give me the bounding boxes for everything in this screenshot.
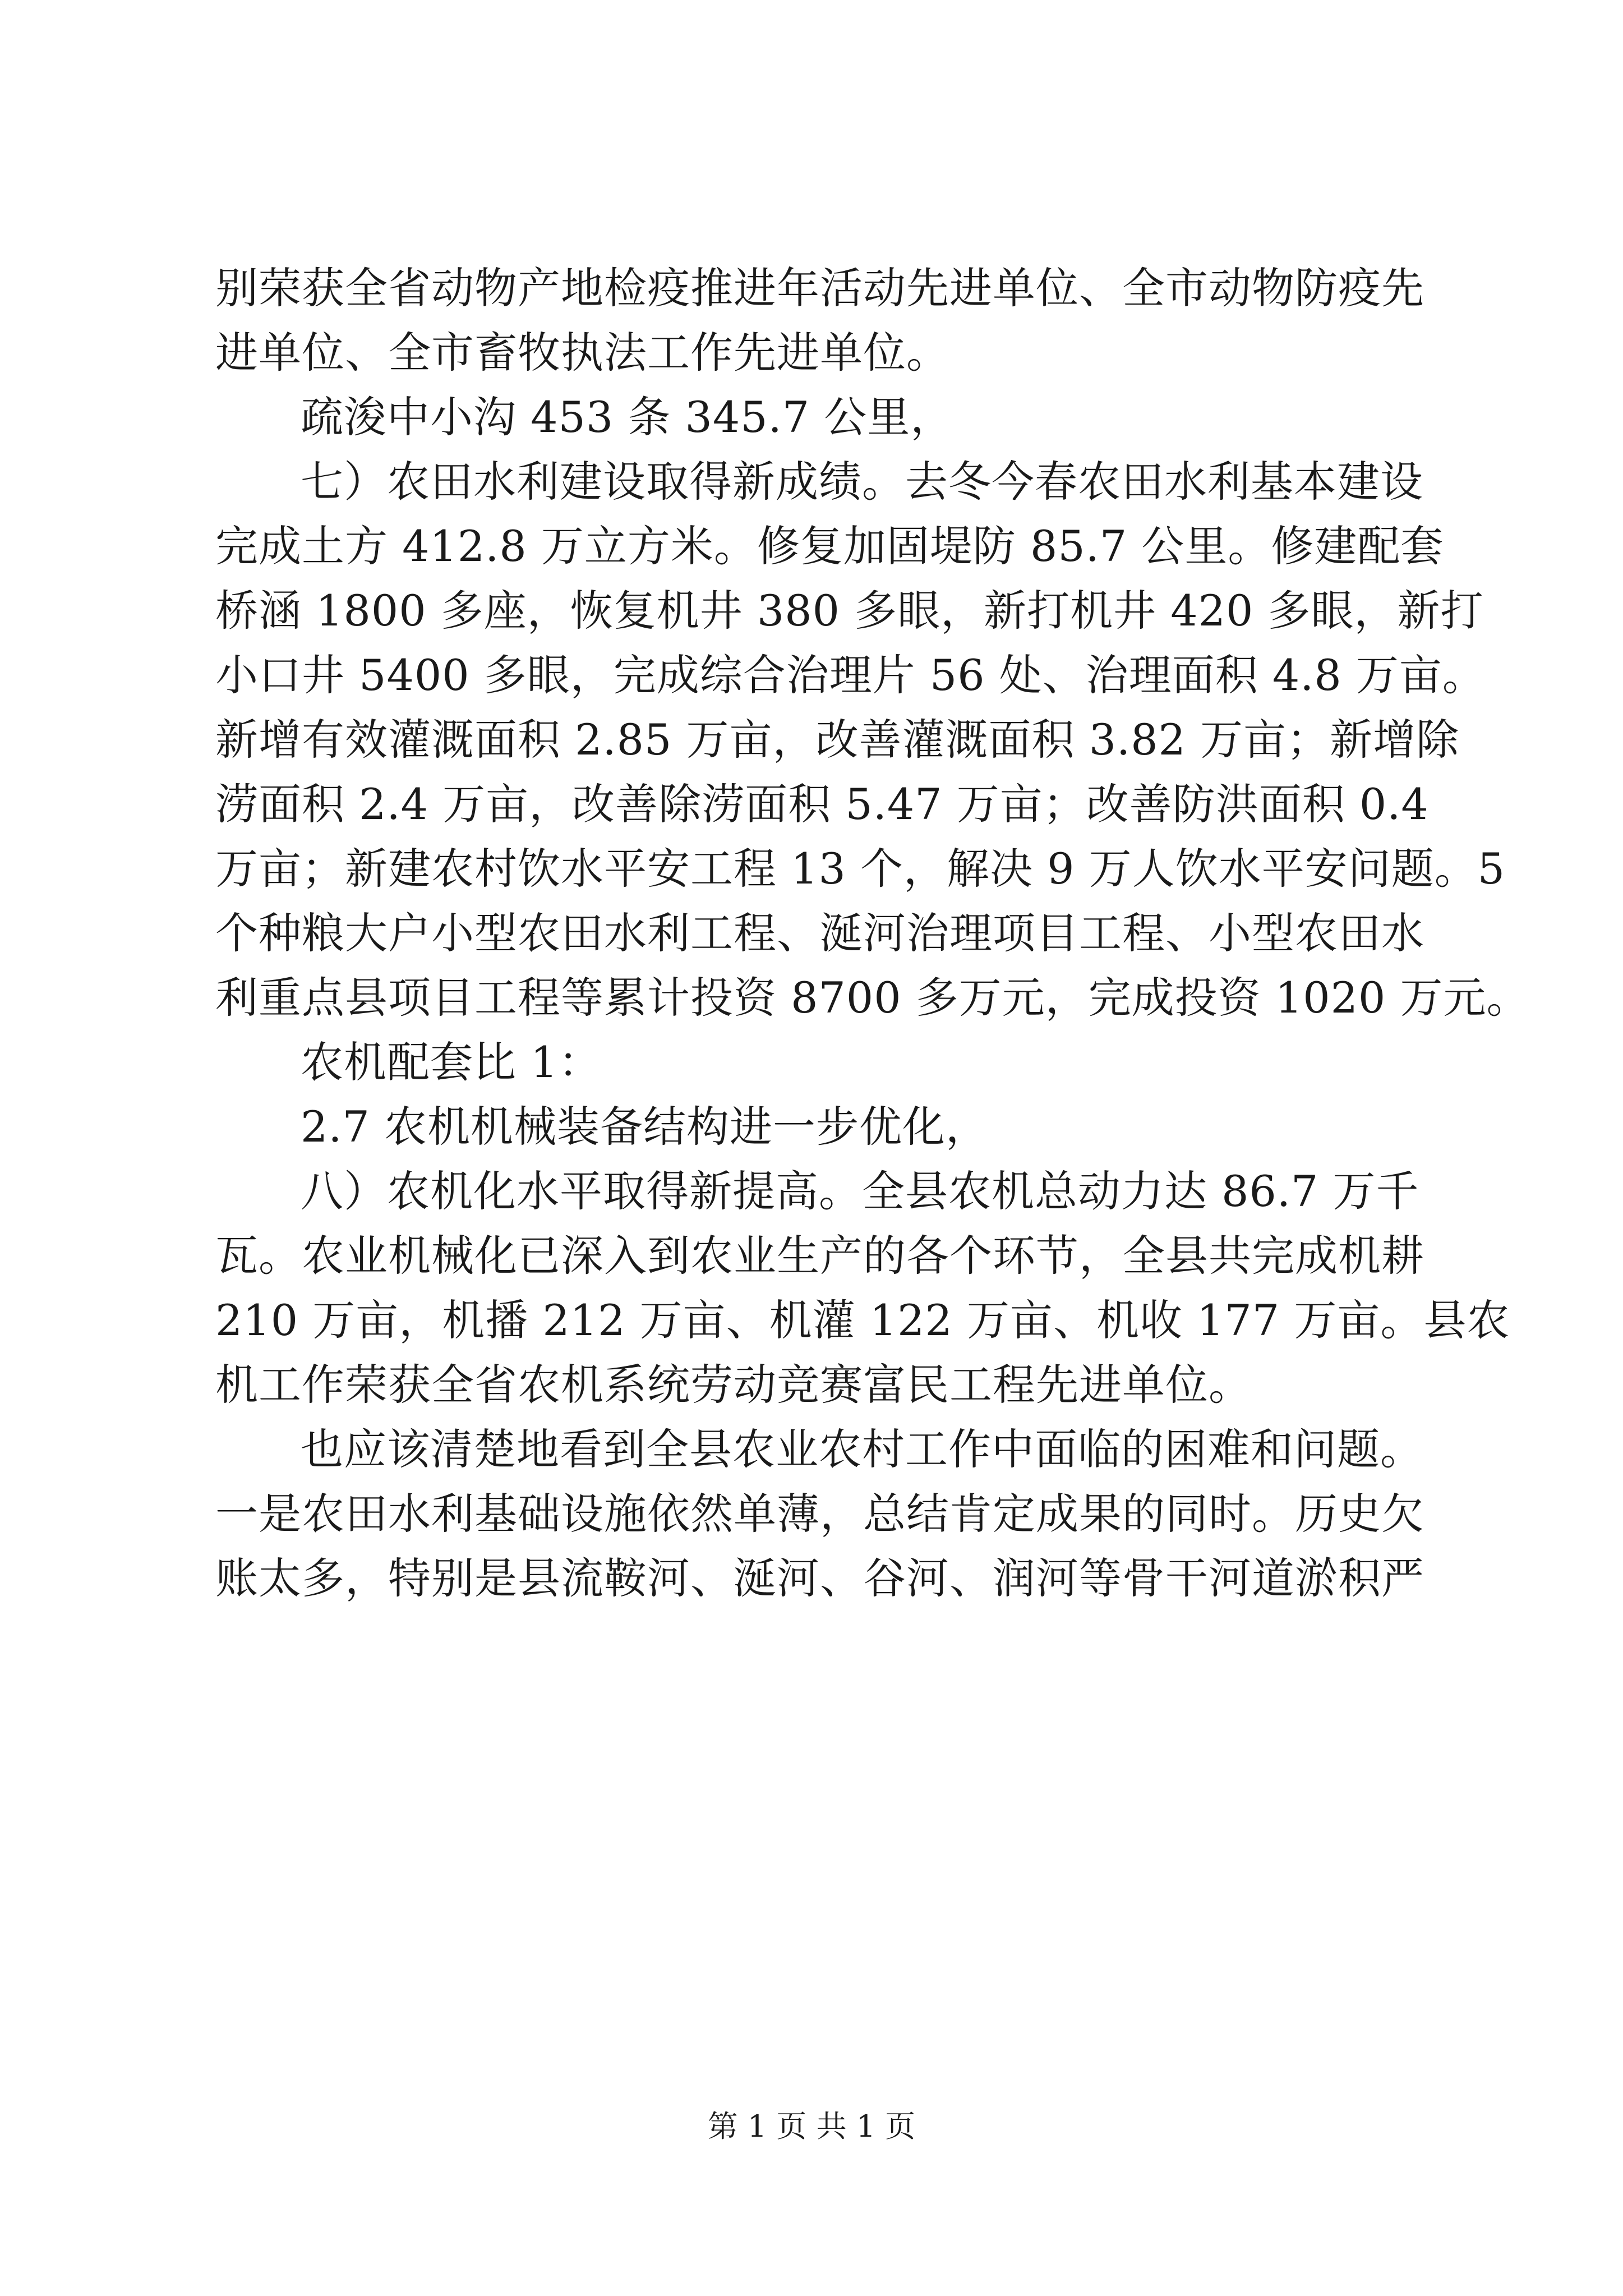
paragraph-start: 也应该清楚地看到全县农业农村工作中面临的困难和问题。 [301,1424,1423,1474]
text-line: 完成土方 412.8 万立方米。修复加固堤防 85.7 公里。修建配套 [215,521,1444,571]
text-line: 210 万亩，机播 212 万亩、机灌 122 万亩、机收 177 万亩。县农 [215,1295,1510,1345]
text-line: 利重点县项目工程等累计投资 8700 多万元，完成投资 1020 万元。 [215,973,1530,1023]
text-line: 一是农田水利基础设施依然单薄，总结肯定成果的同时。历史欠 [215,1489,1424,1539]
page-footer: 第 1 页 共 1 页 [707,2109,916,2144]
document-body [215,256,1530,1611]
text-line: 个种粮大户小型农田水利工程、涎河治理项目工程、小型农田水 [215,908,1424,958]
text-line: 机工作荣获全省农机系统劳动竞赛富民工程先进单位。 [215,1360,1252,1410]
text-line: 账太多，特别是县流鞍河、涎河、谷河、润河等骨干河道淤积严 [215,1553,1424,1603]
text-line: 万亩；新建农村饮水平安工程 13 个，解决 9 万人饮水平安问题。5 [215,844,1506,894]
text-line: 涝面积 2.4 万亩，改善除涝面积 5.47 万亩；改善防洪面积 0.4 [215,779,1429,829]
paragraph-start: 农机配套比 1： [301,1037,602,1087]
text-line: 新增有效灌溉面积 2.85 万亩，改善灌溉面积 3.82 万亩；新增除 [215,715,1460,765]
paragraph-start: 2.7 农机机械装备结构进一步优化， [301,1102,989,1152]
paragraph-start: 疏浚中小沟 453 条 345.7 公里， [301,392,954,442]
text-line: 桥涵 1800 多座，恢复机井 380 多眼，新打机井 420 多眼，新打 [215,586,1484,636]
text-line: 小口井 5400 多眼，完成综合治理片 56 处、治理面积 4.8 万亩。 [215,650,1486,700]
text-line: 瓦。农业机械化已深入到农业生产的各个环节，全县共完成机耕 [215,1231,1424,1281]
paragraph-start: 八）农机化水平取得新提高。全县农机总动力达 86.7 万千 [301,1166,1419,1216]
text-line: 别荣获全省动物产地检疫推进年活动先进单位、全市动物防疫先 [215,263,1424,313]
paragraph-start: 七）农田水利建设取得新成绩。去冬今春农田水利基本建设 [301,457,1423,507]
text-line: 进单位、全市畜牧执法工作先进单位。 [215,328,949,378]
